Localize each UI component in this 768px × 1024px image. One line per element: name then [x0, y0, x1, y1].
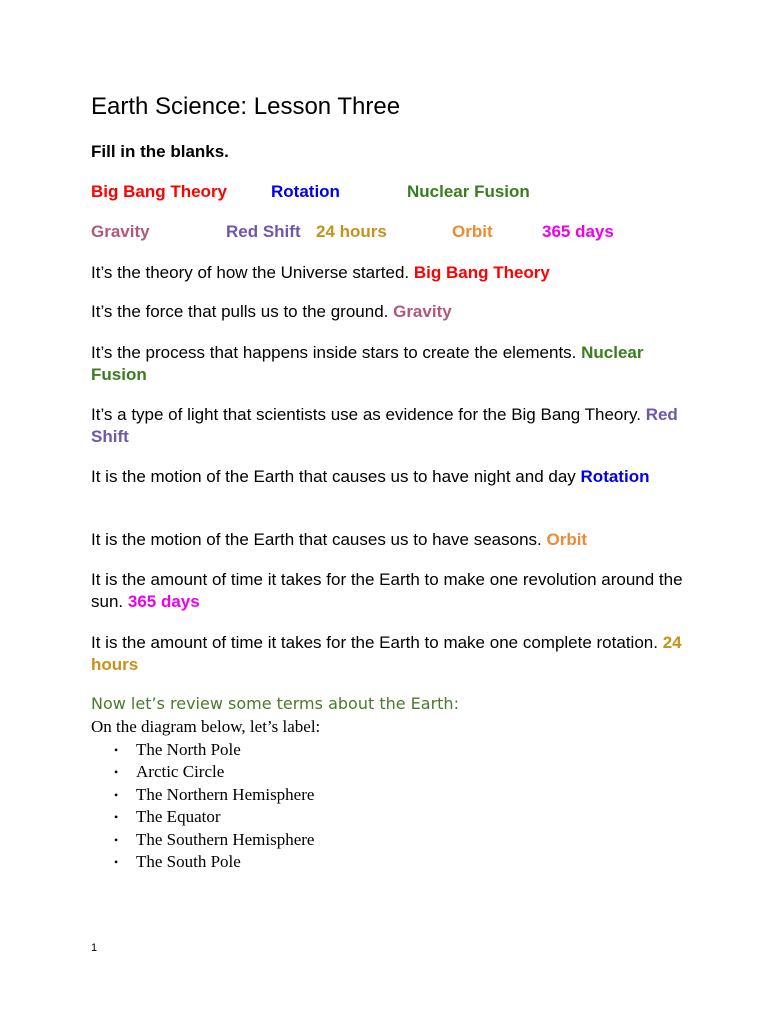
list-item-text: The North Pole: [136, 740, 241, 759]
question-1: [91, 262, 691, 284]
word-bank-365-days: 365 days: [542, 222, 614, 241]
word-bank-orbit: Orbit: [452, 222, 493, 241]
list-item: [91, 829, 314, 851]
question-text: It is the motion of the Earth that causes us to have seasons.: [91, 530, 547, 549]
review-heading: Now let’s review some terms about the Earth:: [91, 694, 459, 713]
list-item: [91, 806, 314, 828]
list-item: [91, 851, 314, 873]
word-bank-big-bang-theory: Big Bang Theory: [91, 182, 228, 201]
bullet-icon: •: [114, 832, 119, 847]
question-7: [91, 569, 691, 613]
page-title: Earth Science: Lesson Three: [91, 93, 401, 120]
question-8: [91, 632, 691, 676]
list-item-text: The South Pole: [136, 851, 241, 871]
question-text: It is the amount of time it takes for the Earth to make one revolution around the sun.: [91, 570, 683, 611]
word-bank-gravity: Gravity: [91, 222, 150, 241]
question-text: It’s the force that pulls us to the ground.: [91, 302, 394, 321]
question-text: It is the amount of time it takes for the Earth to make one complete rotation.: [91, 633, 663, 652]
page-number: 1: [91, 942, 98, 954]
bullet-icon: •: [114, 765, 119, 780]
answer-big-bang-theory: Big Bang Theory: [413, 263, 550, 282]
list-item-text: The Equator: [136, 807, 221, 827]
answer-red-shift: Red Shift: [91, 405, 678, 446]
question-4: [91, 404, 691, 448]
list-item-text: The Southern Hemisphere: [136, 829, 315, 849]
list-item: [91, 739, 314, 761]
question-text: It’s a type of light that scientists use as evidence for the Big Bang Theory.: [91, 405, 646, 424]
question-6: [91, 529, 691, 551]
word-bank-24-hours: 24 hours: [316, 222, 387, 241]
answer-nuclear-fusion: Nuclear Fusion: [91, 343, 644, 384]
question-text: It’s the theory of how the Universe started.: [91, 263, 414, 282]
answer-gravity: Gravity: [393, 302, 452, 321]
bullet-icon: •: [114, 810, 119, 825]
answer-rotation: Rotation: [580, 467, 650, 486]
answer-365-days: 365 days: [127, 592, 200, 611]
list-item-text: Arctic Circle: [136, 762, 225, 782]
instructions: Fill in the blanks.: [91, 142, 229, 161]
word-bank-nuclear-fusion: Nuclear Fusion: [407, 182, 530, 201]
question-text: It is the motion of the Earth that causes us to have night and day: [91, 467, 581, 486]
answer-orbit: Orbit: [546, 530, 588, 549]
bullet-icon: •: [114, 854, 119, 869]
list-item-text: The Northern Hemisphere: [136, 784, 315, 804]
bullet-icon: •: [114, 743, 119, 757]
word-bank-red-shift: Red Shift: [226, 222, 301, 241]
question-2: [91, 301, 691, 323]
answer-24-hours: 24 hours: [91, 633, 682, 674]
word-bank-rotation: Rotation: [271, 182, 340, 201]
question-text: It’s the process that happens inside stars to create the elements.: [91, 343, 582, 362]
bullet-icon: •: [114, 787, 119, 802]
list-item: [91, 784, 314, 806]
question-3: [91, 342, 691, 386]
label-list: [91, 739, 314, 873]
review-intro: On the diagram below, let’s label:: [91, 717, 321, 736]
list-item: [91, 761, 314, 783]
question-5: [91, 466, 691, 488]
